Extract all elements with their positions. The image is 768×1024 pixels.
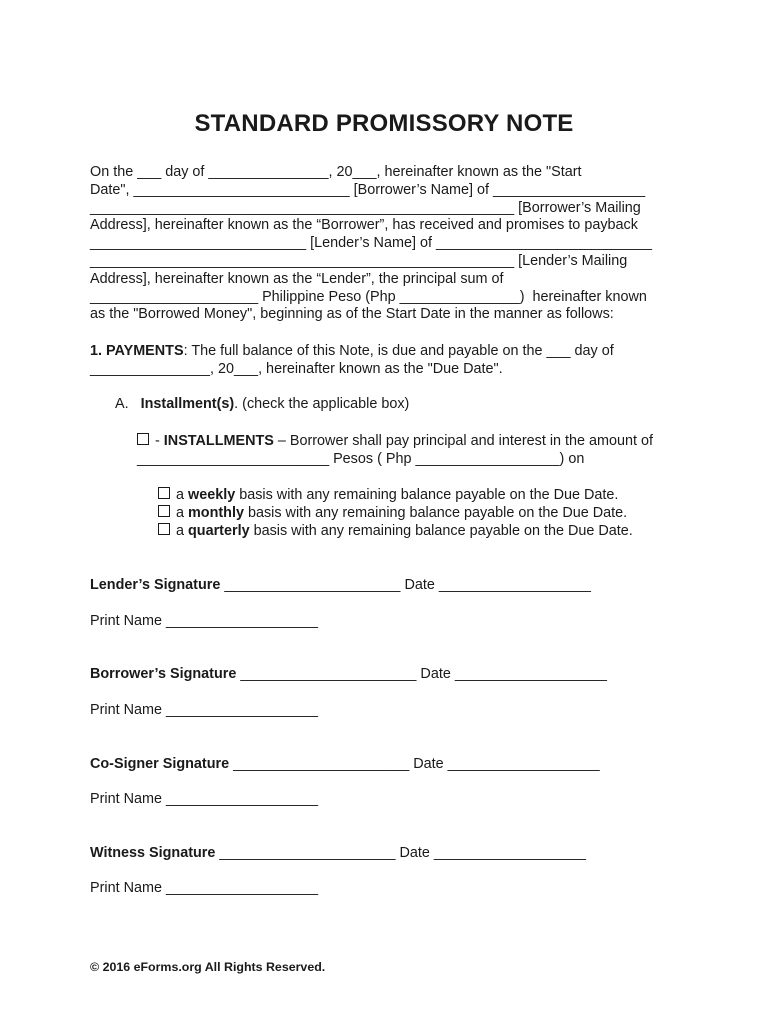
document-title: STANDARD PROMISSORY NOTE: [194, 110, 574, 137]
witness-print-row: [90, 880, 318, 896]
signature-field[interactable]: ______________________: [215, 845, 400, 861]
copyright-footer: © 2016 eForms.org All Rights Reserved.: [90, 960, 326, 974]
payments-heading: 1. PAYMENTS: [90, 343, 184, 359]
monthly-checkbox[interactable]: [158, 505, 170, 517]
print-name-field[interactable]: ___________________: [161, 613, 319, 629]
payments-section: [90, 343, 680, 379]
intro-line: On the ___ day of _______________, 20___, hereinafter known as the "Start: [90, 164, 582, 180]
option-quarterly: a quarterly basis with any remaining balance payable on the Due Date.: [158, 523, 633, 541]
print-name-field[interactable]: ___________________: [161, 702, 319, 718]
borrower-print-row: [90, 702, 318, 718]
intro-line: _____________________________________________________ [Lender’s Mailing: [90, 252, 628, 269]
intro-line: ___________________________ [Lender’s Name] of ___________________________: [90, 235, 653, 252]
installment-title: Installment(s): [140, 396, 235, 412]
print-name-field[interactable]: ___________________: [161, 880, 319, 896]
date-label: Date: [420, 666, 451, 682]
signature-label: Lender’s Signature: [90, 577, 221, 593]
date-field[interactable]: ___________________: [434, 577, 591, 593]
installments-text: ________________________ Pesos ( Php __________________) on: [137, 451, 585, 467]
lender-print-row: [90, 613, 318, 629]
installments-label: INSTALLMENTS: [163, 433, 274, 449]
installments-block: - INSTALLMENTS – Borrower shall pay principal and interest in the amount of ________________________ Pesos ( Php __________________) on: [137, 432, 697, 468]
date-label: Date: [399, 845, 430, 861]
intro-line: Address], hereinafter known as the “Lender”, the principal sum of: [90, 270, 504, 287]
intro-line: _____________________ Philippine Peso (Php _______________) hereinafter known: [90, 288, 647, 305]
installments-text: – Borrower shall pay principal and interest in the amount of: [273, 433, 654, 449]
intro-line: Date", ___________________________ [Borrower’s Name] of ___________________: [90, 181, 646, 198]
payments-text: : The full balance of this Note, is due and payable on the ___ day of: [183, 343, 614, 359]
signature-label: Borrower’s Signature: [90, 666, 237, 682]
intro-line: _____________________________________________________ [Borrower’s Mailing: [90, 199, 641, 216]
print-name-label: Print Name: [90, 613, 162, 629]
installment-note: . (check the applicable box): [234, 396, 410, 412]
print-name-label: Print Name: [90, 791, 162, 807]
installment-heading: [115, 396, 409, 414]
signature-field[interactable]: ______________________: [236, 666, 421, 682]
print-name-label: Print Name: [90, 880, 162, 896]
signature-field[interactable]: ______________________: [220, 577, 405, 593]
option-weekly: a weekly basis with any remaining balance payable on the Due Date.: [158, 487, 633, 505]
installments-checkbox[interactable]: [137, 433, 149, 445]
signature-label: Witness Signature: [90, 845, 216, 861]
signature-label: Co-Signer Signature: [90, 756, 230, 772]
intro-line: as the "Borrowed Money", beginning as of the Start Date in the manner as follows:: [90, 306, 614, 323]
quarterly-checkbox[interactable]: [158, 523, 170, 535]
intro-paragraph: [90, 164, 680, 324]
print-name-label: Print Name: [90, 702, 162, 718]
intro-line: Address], hereinafter known as the “Borrower”, has received and promises to payback: [90, 217, 638, 234]
borrower-signature-row: [90, 666, 607, 682]
print-name-field[interactable]: ___________________: [161, 791, 319, 807]
option-monthly: a monthly basis with any remaining balance payable on the Due Date.: [158, 505, 633, 523]
lender-signature-row: [90, 577, 591, 593]
date-field[interactable]: ___________________: [429, 845, 586, 861]
signature-field[interactable]: ______________________: [229, 756, 414, 772]
cosigner-signature-row: [90, 756, 600, 772]
date-label: Date: [413, 756, 444, 772]
payments-text: _______________, 20___, hereinafter known as the "Due Date".: [90, 360, 503, 377]
witness-signature-row: [90, 845, 586, 861]
date-label: Date: [404, 577, 435, 593]
date-field[interactable]: ___________________: [443, 756, 600, 772]
date-field[interactable]: ___________________: [450, 666, 607, 682]
frequency-options: [158, 487, 633, 540]
cosigner-print-row: [90, 791, 318, 807]
section-letter: A.: [115, 396, 129, 412]
weekly-checkbox[interactable]: [158, 487, 170, 499]
